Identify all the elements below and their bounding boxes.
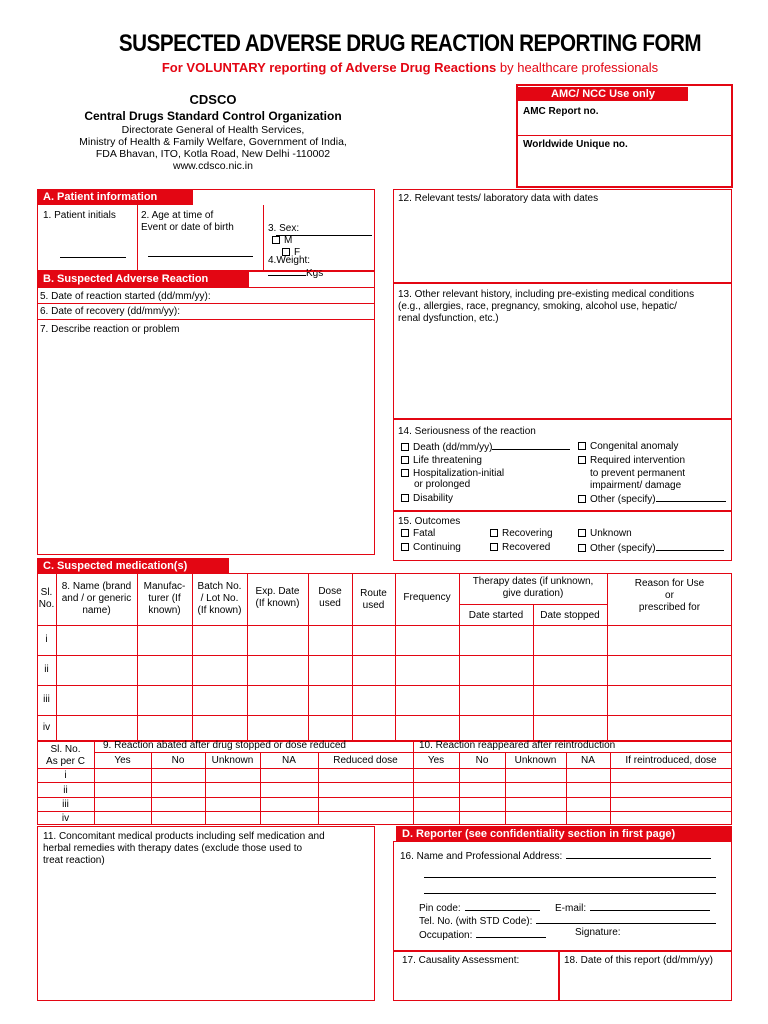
col-route: Route used <box>360 588 387 611</box>
causality-label: 17. Causality Assessment: <box>402 955 520 966</box>
relevant-tests-label: 12. Relevant tests/ laboratory data with dates <box>398 193 599 204</box>
age-field[interactable] <box>148 256 253 257</box>
email-field[interactable] <box>590 902 710 911</box>
pin-code-label <box>419 902 540 915</box>
rechallenge-sl-no: Sl. No. As per C <box>46 744 85 767</box>
med-row-i: i <box>45 634 48 645</box>
concomitant-label: 11. Concomitant medical products including self medication and herbal remedies with therapy dates (exclude those used to treat reaction) <box>43 831 325 866</box>
section-a-header: A. Patient information <box>37 189 193 205</box>
col-therapy-dates: Therapy dates (if unknown, give duration) <box>472 576 594 599</box>
section-b-header: B. Suspected Adverse Reaction <box>37 271 249 287</box>
name-address-text: 16. Name and Professional Address: <box>400 851 563 862</box>
fatal-checkbox[interactable] <box>401 529 409 537</box>
q9-reduced-dose: Reduced dose <box>333 755 398 766</box>
intervention-label: Required intervention <box>590 455 686 466</box>
amc-header: AMC/ NCC Use only <box>518 87 688 101</box>
email-text: E-mail: <box>555 903 587 914</box>
seriousness-death[interactable] <box>401 441 570 454</box>
fatal-label: Fatal <box>413 528 436 539</box>
unknown-label: Unknown <box>590 528 632 539</box>
rechallenge-row-ii: ii <box>63 785 68 796</box>
pin-code-field[interactable] <box>465 902 540 911</box>
q10-no: No <box>475 755 489 766</box>
patient-initials-label: 1. Patient initials <box>43 210 116 221</box>
address-line-3[interactable] <box>424 893 716 894</box>
outcome-other-label: Other (specify) <box>590 543 656 554</box>
med-row-iv: iv <box>42 722 51 733</box>
hospitalization-checkbox[interactable] <box>401 469 409 477</box>
outcome-recovering[interactable] <box>490 528 553 540</box>
col-exp-date: Exp. Date (If known) <box>255 586 300 609</box>
q10-unknown: Unknown <box>514 755 557 766</box>
outcome-other-field[interactable] <box>656 542 724 551</box>
kgs-label: Kgs <box>306 268 324 279</box>
life-threatening-label: Life threatening <box>413 455 482 466</box>
section-c-header: C. Suspected medication(s) <box>37 558 229 574</box>
report-date-label: 18. Date of this report (dd/mm/yy) <box>564 955 713 966</box>
address-line-2[interactable] <box>424 877 716 878</box>
outcome-other[interactable] <box>578 542 724 555</box>
congenital-label: Congenital anomaly <box>590 441 679 452</box>
seriousness-other[interactable] <box>578 493 726 506</box>
med-row-ii: ii <box>44 664 49 675</box>
org-name: CDSCO <box>189 92 237 107</box>
life-threatening-checkbox[interactable] <box>401 456 409 464</box>
intervention-label-2: to prevent permanent impairment/ damage <box>590 468 686 491</box>
describe-reaction-label[interactable]: 7. Describe reaction or problem <box>40 324 180 335</box>
weight-text: 4.Weight: <box>268 255 311 266</box>
name-address-label <box>400 850 711 863</box>
unknown-checkbox[interactable] <box>578 529 586 537</box>
col-date-started: Date started <box>468 610 524 621</box>
seriousness-disability[interactable] <box>401 493 453 505</box>
org-website: www.cdsco.nic.in <box>173 160 253 172</box>
col-manufacturer: Manufac- turer (If known) <box>143 581 186 616</box>
col-dose: Dose used <box>318 586 342 609</box>
rechallenge-row-i: i <box>64 770 67 781</box>
hospitalization-label: Hospitalization-initial <box>413 468 505 479</box>
other-history-label: 13. Other relevant history, including pre-existing medical conditions (e.g., allergies, race, pregnancy, smoking, alcohol use, hepatic/ renal dysfunction, etc.) <box>398 289 695 324</box>
q10-dose: If reintroduced, dose <box>625 755 717 766</box>
outcome-continuing[interactable] <box>401 542 461 554</box>
q10-label: 10. Reaction reappeared after reintroduction <box>419 740 616 751</box>
death-label: Death (dd/mm/yy) <box>413 442 493 453</box>
seriousness-life[interactable] <box>401 455 482 467</box>
rechallenge-table <box>37 741 732 825</box>
outcome-fatal[interactable] <box>401 528 435 540</box>
recovery-date-label[interactable]: 6. Date of recovery (dd/mm/yy): <box>40 306 181 317</box>
hospitalization-label-2: or prolonged <box>414 479 471 490</box>
serious-other-checkbox[interactable] <box>578 495 586 503</box>
q9-unknown: Unknown <box>211 755 254 766</box>
outcome-recovered[interactable] <box>490 542 550 554</box>
death-date-field[interactable] <box>492 441 570 450</box>
org-block <box>40 92 386 172</box>
org-full-name: Central Drugs Standard Control Organization <box>84 109 342 123</box>
org-line-3: FDA Bhavan, ITO, Kotla Road, New Delhi -110002 <box>95 148 331 160</box>
subtitle-professionals: by healthcare professionals <box>496 60 659 75</box>
q9-na: NA <box>282 755 296 766</box>
recovering-checkbox[interactable] <box>490 529 498 537</box>
q10-na: NA <box>581 755 595 766</box>
col-batch-no: Batch No. / Lot No. (If known) <box>197 581 242 616</box>
seriousness-label: 14. Seriousness of the reaction <box>398 426 536 437</box>
q9-no: No <box>171 755 185 766</box>
med-row-iii: iii <box>43 694 50 705</box>
section-d-header: D. Reporter (see confidentiality section in first page) <box>396 826 732 842</box>
rechallenge-row-iii: iii <box>62 799 69 810</box>
death-checkbox[interactable] <box>401 443 409 451</box>
col-reason: Reason for Use or prescribed for <box>634 578 705 613</box>
subtitle-voluntary: For VOLUNTARY reporting of Adverse Drug Reactions <box>161 60 497 75</box>
form-subtitle <box>60 60 760 75</box>
sex-m-label: M <box>284 235 293 246</box>
occupation-text: Occupation: <box>419 930 473 941</box>
seriousness-intervention[interactable] <box>578 455 685 467</box>
tel-text: Tel. No. (with STD Code): <box>419 916 533 927</box>
name-address-field[interactable] <box>566 850 711 859</box>
outcome-unknown[interactable] <box>578 528 632 540</box>
q9-yes: Yes <box>114 755 131 766</box>
outcomes-label: 15. Outcomes <box>398 516 461 527</box>
serious-other-label: Other (specify) <box>590 494 656 505</box>
serious-other-field[interactable] <box>656 493 726 502</box>
q9-label: 9. Reaction abated after drug stopped or dose reduced <box>103 740 346 751</box>
tel-label <box>419 915 716 928</box>
reaction-start-label[interactable]: 5. Date of reaction started (dd/mm/yy): <box>40 291 211 302</box>
col-date-stopped: Date stopped <box>540 610 600 621</box>
org-line-1: Directorate General of Health Services, <box>121 124 305 136</box>
disability-checkbox[interactable] <box>401 494 409 502</box>
amc-report-no[interactable]: AMC Report no. <box>523 106 599 117</box>
occupation-field[interactable] <box>476 929 546 938</box>
recovered-checkbox[interactable] <box>490 543 498 551</box>
outcome-other-checkbox[interactable] <box>578 544 586 552</box>
patient-initials-field[interactable] <box>60 257 126 258</box>
form-title: SUSPECTED ADVERSE DRUG REACTION REPORTING FORM <box>118 30 702 57</box>
col-drug-name: 8. Name (brand and / or generic name) <box>61 581 132 616</box>
org-line-2: Ministry of Health & Family Welfare, Government of India, <box>79 136 347 148</box>
disability-label: Disability <box>413 493 454 504</box>
pin-code-text: Pin code: <box>419 903 461 914</box>
col-frequency: Frequency <box>403 592 451 603</box>
age-label: 2. Age at time of Event or date of birth <box>141 210 234 233</box>
email-label <box>555 902 710 915</box>
recovered-label: Recovered <box>502 542 551 553</box>
col-sl-no: Sl. No. <box>38 587 55 610</box>
tel-field[interactable] <box>536 915 716 924</box>
continuing-label: Continuing <box>413 542 461 553</box>
sex-text: 3. Sex: <box>268 223 300 234</box>
intervention-checkbox[interactable] <box>578 456 586 464</box>
continuing-checkbox[interactable] <box>401 543 409 551</box>
signature-label[interactable]: Signature: <box>575 927 621 938</box>
recovering-label: Recovering <box>502 528 553 539</box>
rechallenge-row-iv: iv <box>61 813 70 824</box>
congenital-checkbox[interactable] <box>578 442 586 450</box>
sex-f-label: F <box>294 247 301 258</box>
q10-yes: Yes <box>427 755 445 766</box>
occupation-label <box>419 929 546 942</box>
seriousness-congenital[interactable] <box>578 441 678 453</box>
worldwide-unique-no[interactable]: Worldwide Unique no. <box>523 139 628 150</box>
